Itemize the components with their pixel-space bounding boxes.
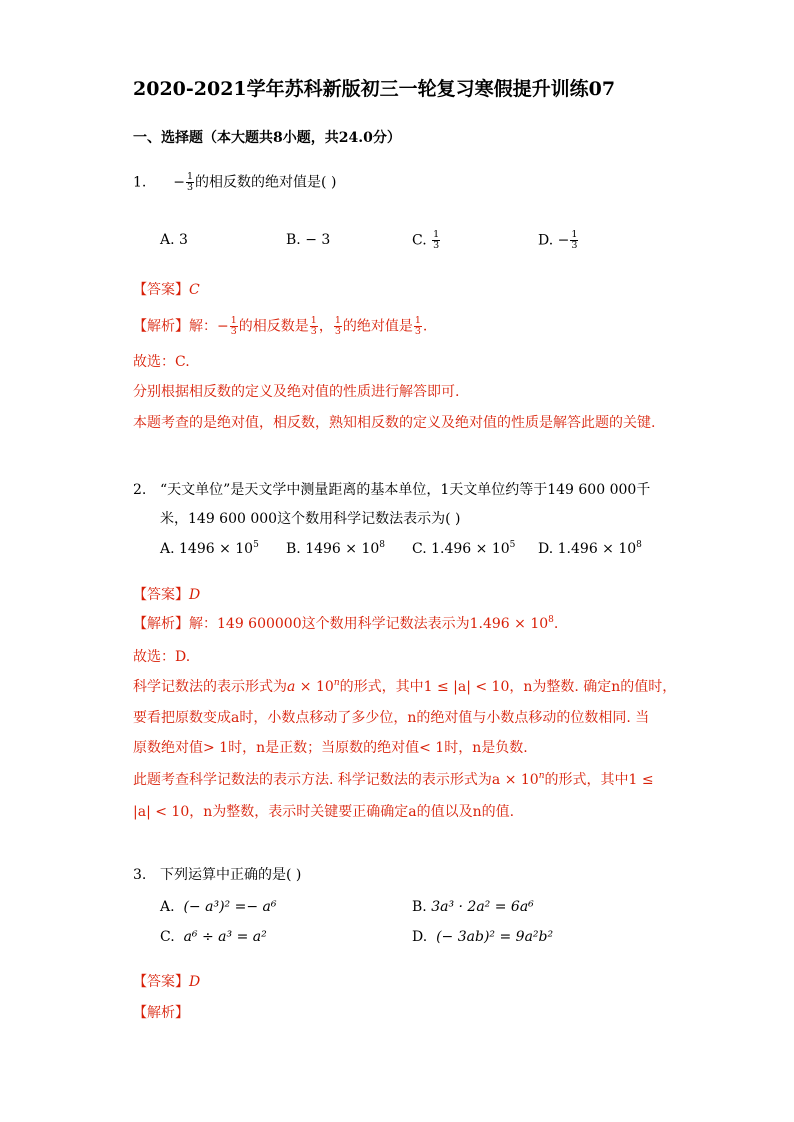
page-title: 2020-2021学年苏科新版初三一轮复习寒假提升训练07 — [133, 78, 616, 100]
question-2-line2: 米，149 600 000这个数用科学记数法表示为( ) — [160, 511, 461, 527]
option-c[interactable]: C. $\frac{1}{3}$ — [412, 229, 440, 251]
question-number: 1. — [133, 174, 147, 191]
section-header: 一、选择题（本大题共8小题，共24.0分） — [133, 130, 401, 146]
option-d[interactable]: D. − $\frac{1}{3}$ — [538, 229, 578, 251]
option-d[interactable]: D. $1.496 \times 10^8$ — [538, 540, 642, 557]
analysis-3: 【解析】 — [133, 1005, 189, 1021]
note-2-line2: |a| < 10，n为整数，表示时关键要正确确定a的值以及n的值. — [133, 804, 515, 820]
note-2-line1: 此题考查科学记数法的表示方法. 科学记数法的表示形式为$a \times 10^n$的形式，其中1 ≤ — [133, 771, 654, 788]
answer-1: 【答案】C — [133, 282, 200, 298]
option-a[interactable]: A. $1496 \times 10^5$ — [160, 540, 259, 557]
choice-1: 故选：C. — [133, 354, 190, 370]
question-1-stem: 1. − $\frac{1}{3}$ 的相反数的绝对值是( ) — [133, 171, 337, 193]
option-a[interactable]: A. 3 — [160, 232, 188, 248]
question-2-number: 2. — [133, 482, 147, 498]
option-b[interactable]: B. $1496 \times 10^8$ — [286, 540, 386, 557]
question-3-text: 下列运算中正确的是( ) — [160, 867, 302, 883]
method-1: 分别根据相反数的定义及绝对值的性质进行解答即可. — [133, 384, 460, 400]
method-2-line3: 原数绝对值> 1时，n是正数；当原数的绝对值< 1时，n是负数. — [133, 740, 528, 756]
question-text: 的相反数的绝对值是( ) — [195, 174, 337, 191]
option-c[interactable]: C. a⁶ ÷ a³ = a² — [160, 929, 267, 945]
analysis-2: 【解析】解：149 600000这个数用科学记数法表示为$1.496 \times 10^8$. — [133, 615, 559, 632]
option-a[interactable]: A. (− a³)² =− a⁶ — [160, 899, 277, 915]
question-2-line1: “天文单位”是天文学中测量距离的基本单位，1天文单位约等于149 600 000千 — [160, 482, 651, 498]
option-b[interactable]: B. − 3 — [286, 232, 331, 248]
method-2-line2: 要看把原数变成a时，小数点移动了多少位，n的绝对值与小数点移动的位数相同. 当 — [133, 710, 650, 726]
option-d[interactable]: D. (− 3ab)² = 9a²b² — [412, 929, 554, 945]
analysis-1: 【解析】解：− $\frac{1}{3}$ 的相反数是 $\frac{1}{3}$ ， $\frac{1}{3}$ 的绝对值是 $\frac{1}{3}$ . — [133, 315, 428, 337]
choice-2: 故选：D. — [133, 649, 191, 665]
note-1: 本题考查的是绝对值，相反数，熟知相反数的定义及绝对值的性质是解答此题的关键. — [133, 415, 656, 431]
question-3-number: 3. — [133, 867, 147, 883]
fraction: $\frac{1}{3}$ — [187, 171, 194, 193]
answer-2: 【答案】D — [133, 587, 201, 603]
answer-3: 【答案】D — [133, 974, 201, 990]
method-2-line1: 科学记数法的表示形式为$a \times 10^n$的形式，其中1 ≤ |a| < 10，n为整数. 确定n的值时， — [133, 678, 677, 695]
option-c[interactable]: C. $1.496 \times 10^5$ — [412, 540, 516, 557]
option-b[interactable]: B. 3a³ · 2a² = 6a⁶ — [412, 899, 534, 915]
